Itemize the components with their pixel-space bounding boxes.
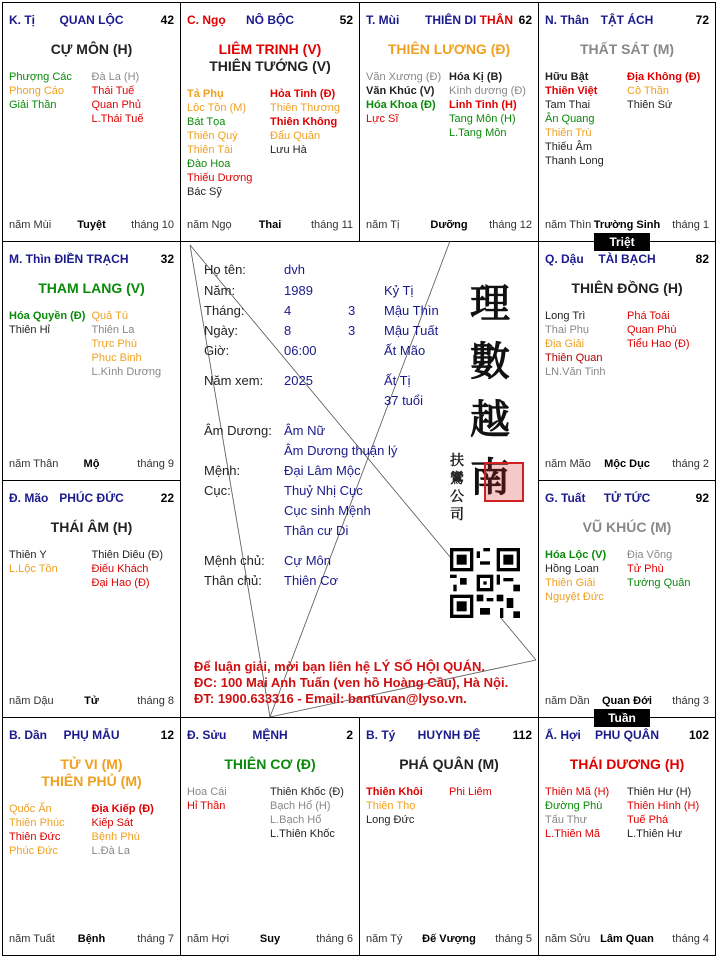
minor-star: L.Thái Tuế bbox=[91, 113, 144, 125]
footer-stage: Lâm Quan bbox=[600, 933, 654, 945]
minor-star: Hóa Lộc (V) bbox=[545, 549, 607, 561]
minor-star: Thiên Không bbox=[270, 116, 338, 128]
minor-star: Thiên Giải bbox=[545, 577, 596, 589]
minor-star: Hóa Quyền (Đ) bbox=[9, 310, 86, 322]
minor-star: Phá Toái bbox=[627, 310, 670, 322]
side-char: 扶 bbox=[450, 453, 464, 469]
minor-star: Đà La (H) bbox=[91, 71, 140, 83]
minor-star: Lưu Hà bbox=[270, 144, 307, 156]
side-vertical-text bbox=[450, 452, 466, 524]
am-duong-label: Âm Dương: bbox=[204, 423, 272, 438]
contact-line-1: Để luận giải, mời bạn liên hệ LÝ SỐ HỘI QUÁN. bbox=[194, 659, 485, 674]
footer-stage: Mộc Dục bbox=[604, 458, 650, 470]
minor-star: Địa Võng bbox=[627, 549, 673, 561]
seal-stamp bbox=[484, 462, 524, 502]
nam-xem-label: Năm xem: bbox=[204, 373, 264, 388]
house-palace: PHỤ MẪU bbox=[63, 728, 120, 742]
house-number: 52 bbox=[339, 13, 353, 27]
house-number: 32 bbox=[160, 252, 174, 266]
minor-star: Kiếp Sát bbox=[91, 817, 134, 829]
menh-chu-label: Mệnh chủ: bbox=[204, 553, 265, 568]
minor-star: L.Kình Dương bbox=[91, 366, 162, 378]
minor-star: LN.Văn Tinh bbox=[545, 366, 606, 378]
main-star: CỰ MÔN (H) bbox=[50, 41, 133, 57]
footer-stage: Mộ bbox=[83, 458, 100, 470]
minor-star: Hồng Loan bbox=[545, 563, 599, 575]
house-number: 62 bbox=[518, 13, 532, 27]
house-number: 42 bbox=[160, 13, 174, 27]
minor-star: Địa Giải bbox=[545, 338, 585, 350]
footer-year: năm Tuất bbox=[9, 933, 55, 945]
footer-stage: Suy bbox=[259, 933, 281, 945]
minor-star: Hỉ Thần bbox=[187, 800, 226, 812]
than-chu-value: Thiên Cơ bbox=[284, 573, 339, 588]
house-number: 82 bbox=[695, 252, 709, 266]
minor-star: Địa Kiếp (Đ) bbox=[91, 803, 154, 815]
main-star: THIÊN TƯỚNG (V) bbox=[209, 58, 331, 74]
minor-star: Thiên Hỉ bbox=[9, 324, 50, 336]
footer-year: năm Dậu bbox=[9, 695, 54, 707]
footer-month: tháng 12 bbox=[489, 219, 532, 231]
main-star: VŨ KHÚC (M) bbox=[582, 519, 672, 535]
nam-xem-can: Ất Tị bbox=[384, 373, 411, 388]
minor-star: Tướng Quân bbox=[627, 577, 691, 589]
minor-star: Thiên Diêu (Đ) bbox=[91, 549, 164, 561]
minor-star: Thiên Hình (H) bbox=[627, 800, 700, 812]
house-branch: B. Dần bbox=[9, 728, 48, 742]
footer-year: năm Dần bbox=[545, 695, 590, 707]
main-star: THÁI ÂM (H) bbox=[50, 519, 133, 535]
house-palace: QUAN LỘC bbox=[59, 13, 124, 27]
footer-year: năm Sửu bbox=[545, 933, 591, 945]
house-branch: C. Ngọ bbox=[187, 13, 226, 27]
house-branch: Đ. Sửu bbox=[187, 728, 227, 742]
footer-stage: Tuyệt bbox=[77, 219, 106, 231]
house-number: 22 bbox=[160, 491, 174, 505]
tuan-badge: Tuần bbox=[594, 709, 650, 727]
than-marker: THÂN bbox=[479, 13, 513, 27]
thang-value: 4 bbox=[284, 303, 292, 318]
minor-star: L.Thiên Hư bbox=[627, 828, 683, 840]
minor-star: Thiên Việt bbox=[545, 85, 598, 97]
minor-star: Hỏa Tinh (Đ) bbox=[270, 88, 336, 100]
minor-star: Nguyệt Đức bbox=[545, 591, 604, 603]
minor-star: Tấu Thư bbox=[545, 814, 588, 826]
minor-star: L.Lộc Tồn bbox=[9, 563, 58, 575]
footer-year: năm Tị bbox=[366, 219, 400, 231]
minor-star: Thiên Thương bbox=[270, 102, 341, 114]
side-char: 司 bbox=[450, 507, 464, 523]
footer-month: tháng 3 bbox=[672, 695, 709, 707]
minor-star: Quốc Ấn bbox=[9, 803, 52, 815]
nam-xem-value: 2025 bbox=[284, 373, 313, 388]
thang-can: Mậu Thìn bbox=[384, 303, 439, 318]
minor-star: Cô Thần bbox=[627, 85, 669, 97]
house-number: 2 bbox=[346, 728, 353, 742]
qr-code bbox=[450, 548, 520, 618]
minor-star: Tang Môn (H) bbox=[449, 113, 516, 125]
footer-year: năm Thân bbox=[9, 458, 59, 470]
contact-line-3: ĐT: 1900.633316 - Email: bantuvan@lyso.vn. bbox=[194, 691, 467, 706]
house-palace: TÀI BẠCH bbox=[598, 252, 656, 266]
house-palace: TỬ TỨC bbox=[603, 491, 651, 505]
minor-star: Tam Thai bbox=[545, 99, 591, 111]
minor-star: Linh Tinh (H) bbox=[449, 99, 517, 111]
minor-star: Thiên Y bbox=[9, 549, 47, 561]
house-number: 72 bbox=[695, 13, 709, 27]
minor-star: Đường Phù bbox=[545, 800, 603, 812]
nam-label: Năm: bbox=[204, 283, 236, 298]
triet-badge: Triệt bbox=[594, 233, 650, 251]
minor-star: Văn Xương (Đ) bbox=[366, 71, 442, 83]
main-star: THAM LANG (V) bbox=[38, 280, 145, 296]
minor-star: Bệnh Phù bbox=[91, 831, 140, 843]
minor-star: Ân Quang bbox=[545, 113, 595, 125]
minor-star: Thiếu Dương bbox=[187, 172, 253, 184]
tuoi-value: 37 tuổi bbox=[384, 393, 424, 408]
minor-star: Thiên Trù bbox=[545, 127, 592, 139]
side-char: 公 bbox=[450, 489, 464, 505]
minor-star: Phi Liêm bbox=[449, 786, 492, 798]
footer-stage: Bệnh bbox=[77, 933, 106, 945]
footer-stage: Trường Sinh bbox=[593, 219, 661, 231]
minor-star: L.Thiên Mã bbox=[545, 828, 601, 840]
calligraphy-char-1: 理 bbox=[470, 280, 510, 327]
minor-star: L.Bạch Hổ bbox=[270, 814, 322, 826]
house-palace: MỆNH bbox=[252, 728, 288, 742]
minor-star: Quan Phủ bbox=[91, 99, 142, 111]
minor-star: Kình dương (Đ) bbox=[449, 85, 526, 97]
minor-star: Giải Thần bbox=[9, 99, 57, 111]
minor-star: Đại Hao (Đ) bbox=[91, 577, 150, 589]
house-number: 112 bbox=[512, 728, 532, 742]
footer-month: tháng 4 bbox=[672, 933, 709, 945]
minor-star: Trực Phù bbox=[91, 338, 137, 350]
minor-star: Quả Tú bbox=[91, 310, 128, 322]
minor-star: L.Thiên Khốc bbox=[270, 828, 335, 840]
minor-star: Long Đức bbox=[366, 814, 415, 826]
minor-star: Thiếu Âm bbox=[545, 141, 593, 153]
minor-star: Tử Phù bbox=[627, 563, 664, 575]
footer-month: tháng 9 bbox=[137, 458, 174, 470]
thang-am: 3 bbox=[348, 303, 356, 318]
gio-label: Giờ: bbox=[204, 343, 230, 358]
house-branch: M. Thìn bbox=[9, 252, 51, 266]
minor-star: Lộc Tồn (M) bbox=[187, 102, 247, 114]
house-number: 102 bbox=[688, 728, 709, 742]
footer-month: tháng 2 bbox=[672, 458, 709, 470]
minor-star: Thanh Long bbox=[545, 155, 604, 167]
minor-star: Long Trì bbox=[545, 310, 586, 322]
minor-star: Thiên Khôi bbox=[366, 786, 423, 798]
minor-star: Thái Tuế bbox=[91, 85, 135, 97]
am-duong-value: Âm Nữ bbox=[284, 423, 326, 438]
minor-star: Hóa Kị (B) bbox=[449, 71, 503, 83]
minor-star: Bát Tọa bbox=[187, 116, 226, 128]
house-branch: K. Tị bbox=[9, 13, 35, 27]
minor-star: Tiểu Hao (Đ) bbox=[627, 338, 690, 350]
cuc-value-2: Cục sinh Mệnh bbox=[284, 503, 371, 518]
house-branch: Đ. Mão bbox=[9, 491, 49, 505]
footer-year: năm Mão bbox=[545, 458, 591, 470]
footer-year: năm Hợi bbox=[187, 933, 230, 945]
minor-star: Phong Cáo bbox=[9, 85, 65, 97]
minor-star: Bác Sỹ bbox=[187, 186, 222, 198]
minor-star: Hữu Bật bbox=[545, 71, 589, 83]
main-star: THIÊN CƠ (Đ) bbox=[224, 756, 316, 772]
minor-star: Bạch Hổ (H) bbox=[270, 800, 331, 812]
house-palace: PHÚC ĐỨC bbox=[59, 491, 124, 505]
minor-star: Đào Hoa bbox=[187, 158, 231, 170]
minor-star: Phúc Đức bbox=[9, 845, 58, 857]
cuc-value-3: Thân cư Di bbox=[284, 523, 349, 538]
minor-star: Thiên Khốc (Đ) bbox=[270, 786, 344, 798]
house-branch: N. Thân bbox=[545, 13, 589, 27]
menh-value: Đại Lâm Mộc bbox=[284, 463, 361, 478]
main-star: THẤT SÁT (M) bbox=[579, 41, 675, 57]
side-char: 鸞 bbox=[450, 471, 464, 487]
main-star: PHÁ QUÂN (M) bbox=[399, 756, 499, 772]
ngay-label: Ngày: bbox=[204, 323, 238, 338]
main-star: LIÊM TRINH (V) bbox=[218, 41, 322, 57]
ngay-can: Mậu Tuất bbox=[384, 323, 439, 338]
minor-star: Địa Không (Đ) bbox=[627, 71, 701, 83]
minor-star: Tuế Phá bbox=[627, 814, 669, 826]
footer-month: tháng 7 bbox=[137, 933, 174, 945]
minor-star: Thiên Quan bbox=[545, 352, 603, 364]
footer-month: tháng 1 bbox=[672, 219, 709, 231]
footer-stage: Đế Vượng bbox=[422, 933, 476, 945]
minor-star: Thiên La bbox=[91, 324, 135, 336]
ngay-value: 8 bbox=[284, 323, 292, 338]
minor-star: Thiên Hư (H) bbox=[627, 786, 692, 798]
minor-star: Thiên Phúc bbox=[9, 817, 65, 829]
house-palace: TẬT ÁCH bbox=[600, 13, 654, 27]
nam-can: Kỷ Tị bbox=[384, 283, 414, 298]
minor-star: Thiên Mã (H) bbox=[545, 786, 610, 798]
minor-star: Văn Khúc (V) bbox=[366, 85, 435, 97]
minor-star: Quan Phù bbox=[627, 324, 677, 336]
footer-month: tháng 6 bbox=[316, 933, 353, 945]
footer-month: tháng 11 bbox=[310, 219, 353, 231]
footer-month: tháng 8 bbox=[137, 695, 174, 707]
house-branch: Ấ. Hợi bbox=[545, 728, 581, 742]
main-star: TỬ VI (M) bbox=[60, 756, 123, 772]
footer-year: năm Thìn bbox=[545, 219, 592, 231]
house-palace: NÔ BỘC bbox=[246, 13, 294, 27]
than-chu-label: Thân chủ: bbox=[204, 573, 262, 588]
main-star: THIÊN LƯƠNG (Đ) bbox=[387, 41, 511, 57]
minor-star: Điếu Khách bbox=[91, 563, 149, 575]
main-star: THÁI DƯƠNG (H) bbox=[569, 756, 685, 772]
footer-year: năm Ngọ bbox=[187, 219, 232, 231]
minor-star: Thai Phụ bbox=[545, 324, 590, 336]
nam-value: 1989 bbox=[284, 283, 313, 298]
calligraphy-char-4: 南 bbox=[470, 454, 510, 501]
minor-star: Thiên Quý bbox=[187, 130, 238, 142]
menh-label: Mệnh: bbox=[204, 463, 241, 478]
house-branch: T. Mùi bbox=[366, 13, 400, 27]
gio-value: 06:00 bbox=[284, 343, 317, 358]
house-number: 12 bbox=[160, 728, 174, 742]
footer-year: năm Tý bbox=[366, 933, 403, 945]
minor-star: Thiên Tài bbox=[187, 144, 233, 156]
footer-month: tháng 10 bbox=[131, 219, 174, 231]
footer-stage: Tử bbox=[84, 695, 99, 707]
minor-star: L.Đà La bbox=[91, 845, 131, 857]
menh-chu-value: Cự Môn bbox=[284, 553, 331, 568]
main-star: THIÊN ĐỒNG (H) bbox=[571, 280, 683, 296]
minor-star: L.Tang Môn bbox=[449, 127, 507, 139]
am-duong-value-2: Âm Dương thuận lý bbox=[284, 443, 398, 458]
house-branch: B. Tý bbox=[366, 728, 396, 742]
house-palace: HUYNH ĐỆ bbox=[417, 728, 481, 742]
house-palace-name: THIÊN DI bbox=[424, 13, 477, 27]
minor-star: Thiên Sứ bbox=[627, 99, 673, 111]
calligraphy-char-3: 越 bbox=[470, 396, 510, 443]
cuc-value: Thuỷ Nhị Cục bbox=[284, 483, 363, 498]
house-palace: ĐIỀN TRẠCH bbox=[54, 252, 129, 266]
thang-label: Tháng: bbox=[204, 303, 245, 318]
minor-star: Hoa Cái bbox=[187, 786, 227, 798]
minor-star: Đẩu Quân bbox=[270, 130, 321, 142]
ho-ten-label: Họ tên: bbox=[204, 262, 246, 277]
footer-stage: Quan Đới bbox=[602, 695, 652, 707]
minor-star: Hóa Khoa (Đ) bbox=[366, 99, 436, 111]
cuc-label: Cục: bbox=[204, 483, 231, 498]
ngay-am: 3 bbox=[348, 323, 356, 338]
gio-can: Ất Mão bbox=[384, 343, 426, 358]
minor-star: Lực Sĩ bbox=[366, 113, 399, 125]
footer-stage: Dưỡng bbox=[430, 219, 468, 231]
minor-star: Thiên Đức bbox=[9, 831, 61, 843]
calligraphy-char-2: 數 bbox=[470, 338, 510, 385]
main-star: THIÊN PHỦ (M) bbox=[41, 773, 142, 789]
ho-ten-value: dvh bbox=[284, 262, 305, 277]
house-palace: PHU QUÂN bbox=[594, 728, 659, 742]
minor-star: Tả Phụ bbox=[187, 88, 224, 100]
minor-star: Phượng Các bbox=[9, 71, 72, 83]
contact-line-2: ĐC: 100 Mai Anh Tuấn (ven hồ Hoàng Cầu), Hà Nội. bbox=[194, 675, 509, 690]
footer-stage: Thai bbox=[258, 219, 282, 231]
minor-star: Thiên Thọ bbox=[366, 800, 416, 812]
footer-month: tháng 5 bbox=[495, 933, 532, 945]
house-branch: Q. Dậu bbox=[545, 252, 584, 266]
house-number: 92 bbox=[695, 491, 709, 505]
footer-year: năm Mùi bbox=[9, 219, 52, 231]
house-branch: G. Tuất bbox=[545, 491, 586, 505]
minor-star: Phục Binh bbox=[91, 352, 142, 364]
